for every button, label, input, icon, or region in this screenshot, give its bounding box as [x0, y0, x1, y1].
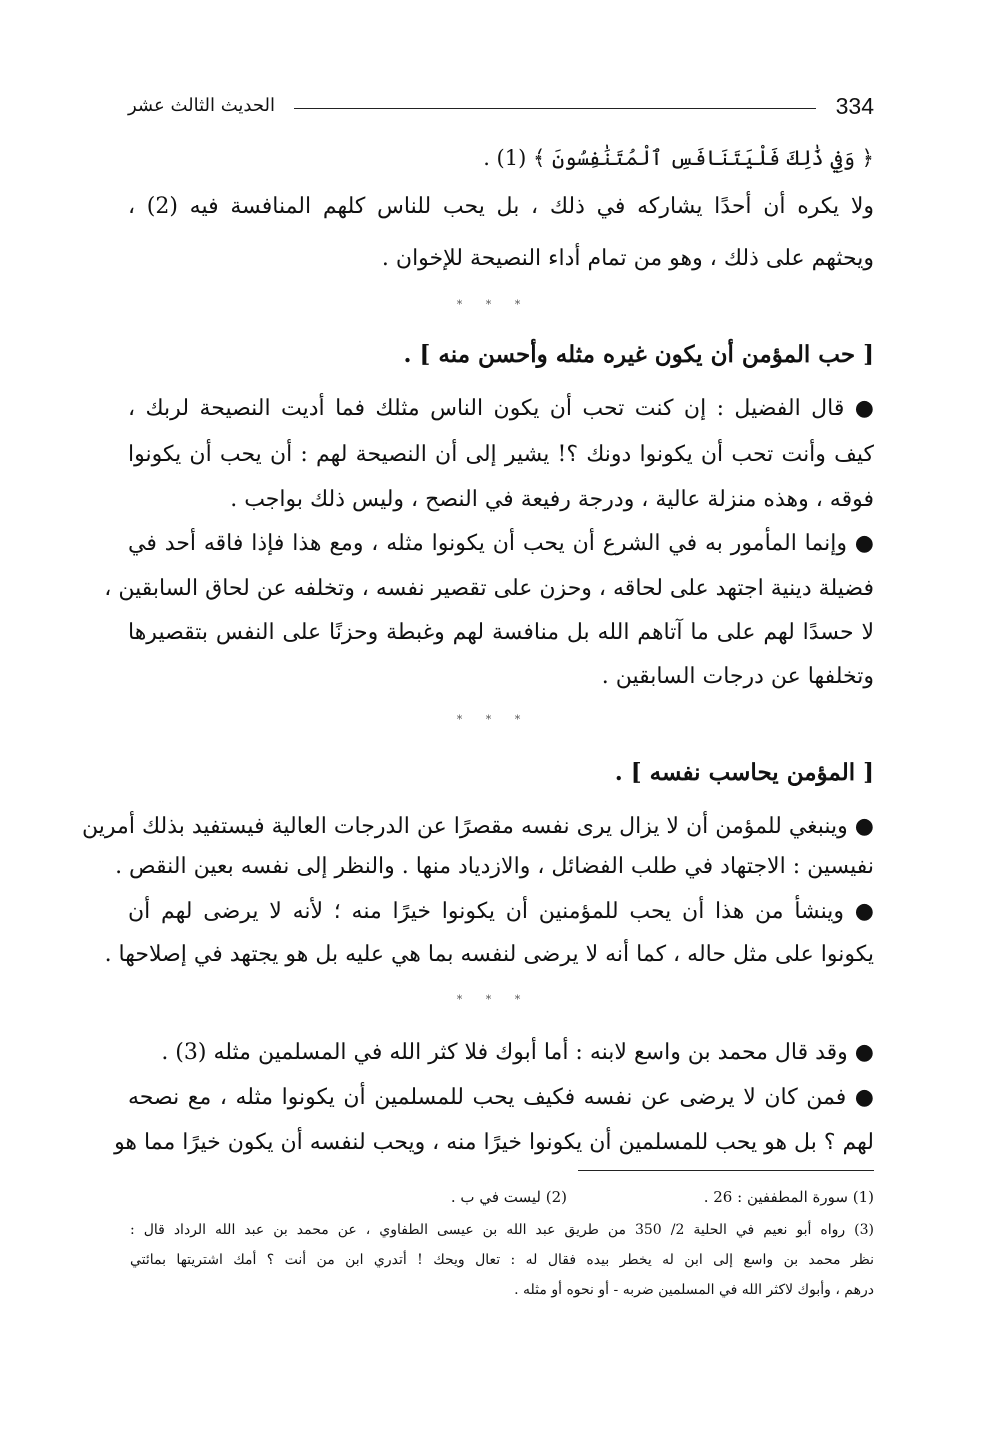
header-rule	[294, 108, 816, 109]
footnote-2: (2) ليست في ب .	[450, 1188, 567, 1206]
page-number: 334	[835, 93, 874, 119]
running-title: الحديث الثالث عشر	[128, 95, 275, 116]
section-divider: * * *	[456, 298, 531, 311]
paragraph-line: لا حسدًا لهم على ما آتاهم الله بل منافسة لهم وغبطة وحزنًا على النفس بتقصيرها	[128, 620, 874, 645]
paragraph-line: نفيسين : الاجتهاد في طلب الفضائل ، والازدياد منها . والنظر إلى نفسه بعين النقص .	[115, 854, 874, 879]
paragraph-line: لهم ؟ بل هو يحب للمسلمين أن يكونوا خيرًا منه ، ويحب لنفسه أن يكون خيرًا مما هو	[114, 1130, 874, 1155]
paragraph-line: ● وينشأ من هذا أن يحب للمؤمنين أن يكونوا خيرًا منه ؛ لأنه لا يرضى لهم أن	[128, 899, 874, 924]
footnote-rule	[578, 1170, 874, 1171]
page-header	[128, 93, 874, 127]
paragraph-line: ● وإنما المأمور به في الشرع أن يحب أن يكونوا مثله ، ومع هذا فإذا فاقه أحد في	[128, 531, 874, 556]
section-heading: [ حب المؤمن أن يكون غيره مثله وأحسن منه ] .	[403, 341, 874, 368]
paragraph-line: ● وينبغي للمؤمن أن لا يزال يرى نفسه مقصرًا عن الدرجات العالية فيستفيد بذلك أمرين	[82, 814, 874, 839]
section-heading: [ المؤمن يحاسب نفسه ] .	[614, 759, 874, 786]
paragraph-line: ● فمن كان لا يرضى عن نفسه فكيف يحب للمسلمين أن يكونوا مثله ، مع نصحه	[128, 1085, 874, 1110]
quran-verse: ﴿ وَفِي ذَٰلِكَ فَلْيَتَنَافَسِ ٱلْمُتَنَٰفِسُونَ ﴾ (1) .	[483, 146, 874, 170]
paragraph-line: فضيلة دينية اجتهد على لحاقه ، وحزن على تقصير نفسه ، وتخلفه عن لحاق السابقين ،	[104, 576, 874, 601]
section-divider: * * *	[456, 993, 531, 1006]
section-divider: * * *	[456, 713, 531, 726]
paragraph-line: يكونوا على مثل حاله ، كما أنه لا يرضى لنفسه بما هي عليه بل هو يجتهد في إصلاحها .	[104, 942, 874, 967]
footnote-1: (1) سورة المطففين : 26 .	[703, 1188, 874, 1206]
footnote-3-line: نظر محمد بن واسع إلى ابن له يخطر بيده فقال له : تعال ويحك ! أتدري ابن من أنت ؟ أمك اشتريتها بمائتي	[130, 1252, 874, 1268]
paragraph-line: ولا يكره أن أحدًا يشاركه في ذلك ، بل يحب للناس كلهم المنافسة فيه (2) ،	[128, 194, 874, 219]
paragraph-line: فوقه ، وهذه منزلة عالية ، ودرجة رفيعة في النصح ، وليس ذلك بواجب .	[230, 487, 874, 512]
footnote-3-line: (3) رواه أبو نعيم في الحلية 2/ 350 من طريق عبد الله بن عيسى الطفاوي ، عن محمد بن عبد الله الرداد قال :	[130, 1222, 875, 1238]
paragraph-line: ● قال الفضيل : إن كنت تحب أن يكون الناس مثلك فما أديت النصيحة لربك ،	[128, 396, 874, 421]
paragraph-line: ● وقد قال محمد بن واسع لابنه : أما أبوك فلا كثر الله في المسلمين مثله (3) .	[161, 1040, 874, 1065]
paragraph-line: ويحثهم على ذلك ، وهو من تمام أداء النصيحة للإخوان .	[381, 246, 874, 271]
paragraph-line: وتخلفها عن درجات السابقين .	[601, 664, 874, 689]
paragraph-line: كيف وأنت تحب أن يكونوا دونك ؟! يشير إلى أن النصيحة لهم : أن يحب أن يكونوا	[128, 442, 874, 467]
footnote-3-line: درهم ، وأبوك لاكثر الله في المسلمين ضربه - أو نحوه أو مثله .	[514, 1282, 874, 1298]
